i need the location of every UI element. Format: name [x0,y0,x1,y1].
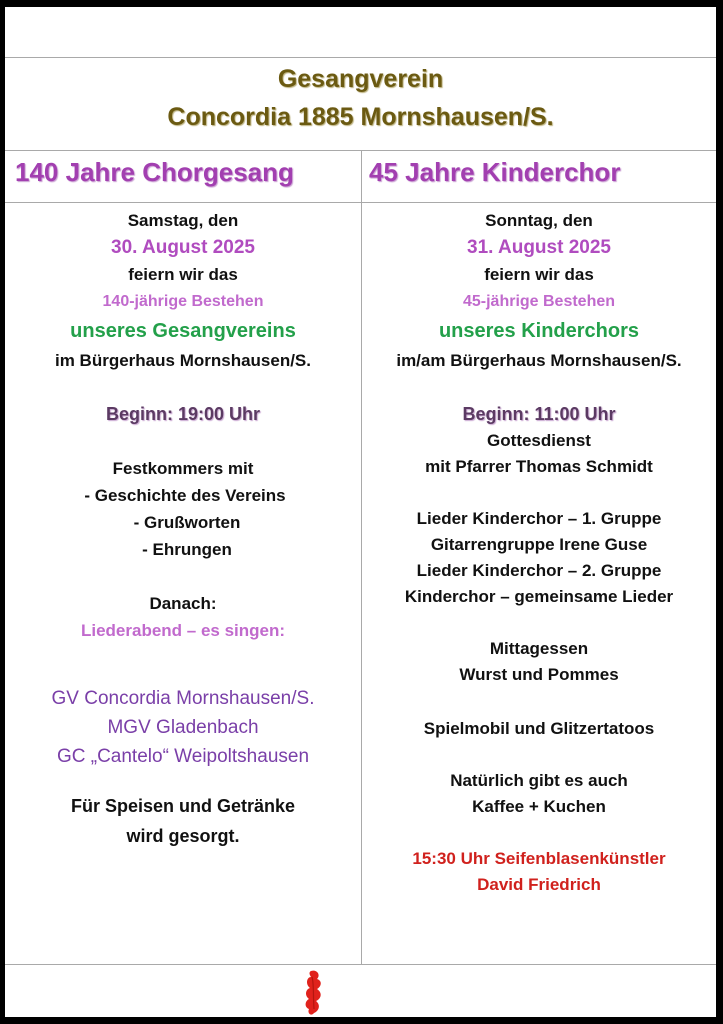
right-service: Gottesdienst [487,431,591,450]
flyer-page [5,7,716,1017]
left-evening: Liederabend – es singen: [80,621,286,640]
right-celebrate: feiern wir das [484,265,594,284]
right-start-time: Beginn: 11:00 Uhr [462,404,616,424]
club-title-line2: Concordia 1885 Mornshausen/S. [167,103,554,131]
program-item: Lieder Kinderchor – 1. Gruppe [416,509,662,528]
left-date: 30. August 2025 [111,237,255,258]
left-heading: 140 Jahre Chorgesang [15,157,294,187]
right-heading: 45 Jahre Kinderchor [369,157,621,187]
left-place: im Bürgerhaus Mornshausen/S. [55,351,311,370]
right-coffee2: Kaffee + Kuchen [472,797,606,816]
left-existence: 140-jährige Bestehen [102,293,264,310]
left-food2: wird gesorgt. [126,826,240,846]
right-lunch: Mittagessen [489,639,589,658]
red-flower-icon [301,969,329,1019]
left-item: - Ehrungen [142,540,232,559]
right-our: unseres Kinderchors [438,320,640,342]
left-our: unseres Gesangvereins [70,320,296,342]
left-after: Danach: [149,594,217,613]
right-pastor: mit Pfarrer Thomas Schmidt [425,457,653,476]
right-fun: Spielmobil und Glitzertatoos [423,719,655,738]
right-day: Sonntag, den [485,211,593,230]
divider-bottom [5,964,716,965]
left-item: - Grußworten [133,513,241,532]
right-bubbles1: 15:30 Uhr Seifenblasenkünstler [412,849,666,868]
right-existence: 45-jährige Bestehen [462,293,616,310]
right-column [362,207,716,898]
left-celebrate: feiern wir das [128,265,238,284]
divider-top [5,57,716,58]
left-food1: Für Speisen und Getränke [70,796,296,816]
left-day: Samstag, den [127,211,239,230]
right-date: 31. August 2025 [467,237,611,258]
right-lunch-items: Wurst und Pommes [459,665,619,684]
right-place: im/am Bürgerhaus Mornshausen/S. [396,351,682,370]
program-item: Kinderchor – gemeinsame Lieder [404,587,674,606]
left-start-time: Beginn: 19:00 Uhr [105,404,261,424]
right-bubbles2: David Friedrich [477,875,601,894]
choir-item: GV Concordia Mornshausen/S. [51,688,315,709]
left-item: - Geschichte des Vereins [84,486,286,505]
choir-item: MGV Gladenbach [107,717,259,738]
left-column [5,207,361,851]
right-coffee1: Natürlich gibt es auch [450,771,628,790]
club-title-line1: Gesangverein [277,65,444,93]
program-item: Lieder Kinderchor – 2. Gruppe [416,561,662,580]
left-kommers: Festkommers mit [112,459,254,478]
program-item: Gitarrengruppe Irene Guse [430,535,648,554]
choir-item: GC „Cantelo“ Weipoltshausen [56,746,310,767]
